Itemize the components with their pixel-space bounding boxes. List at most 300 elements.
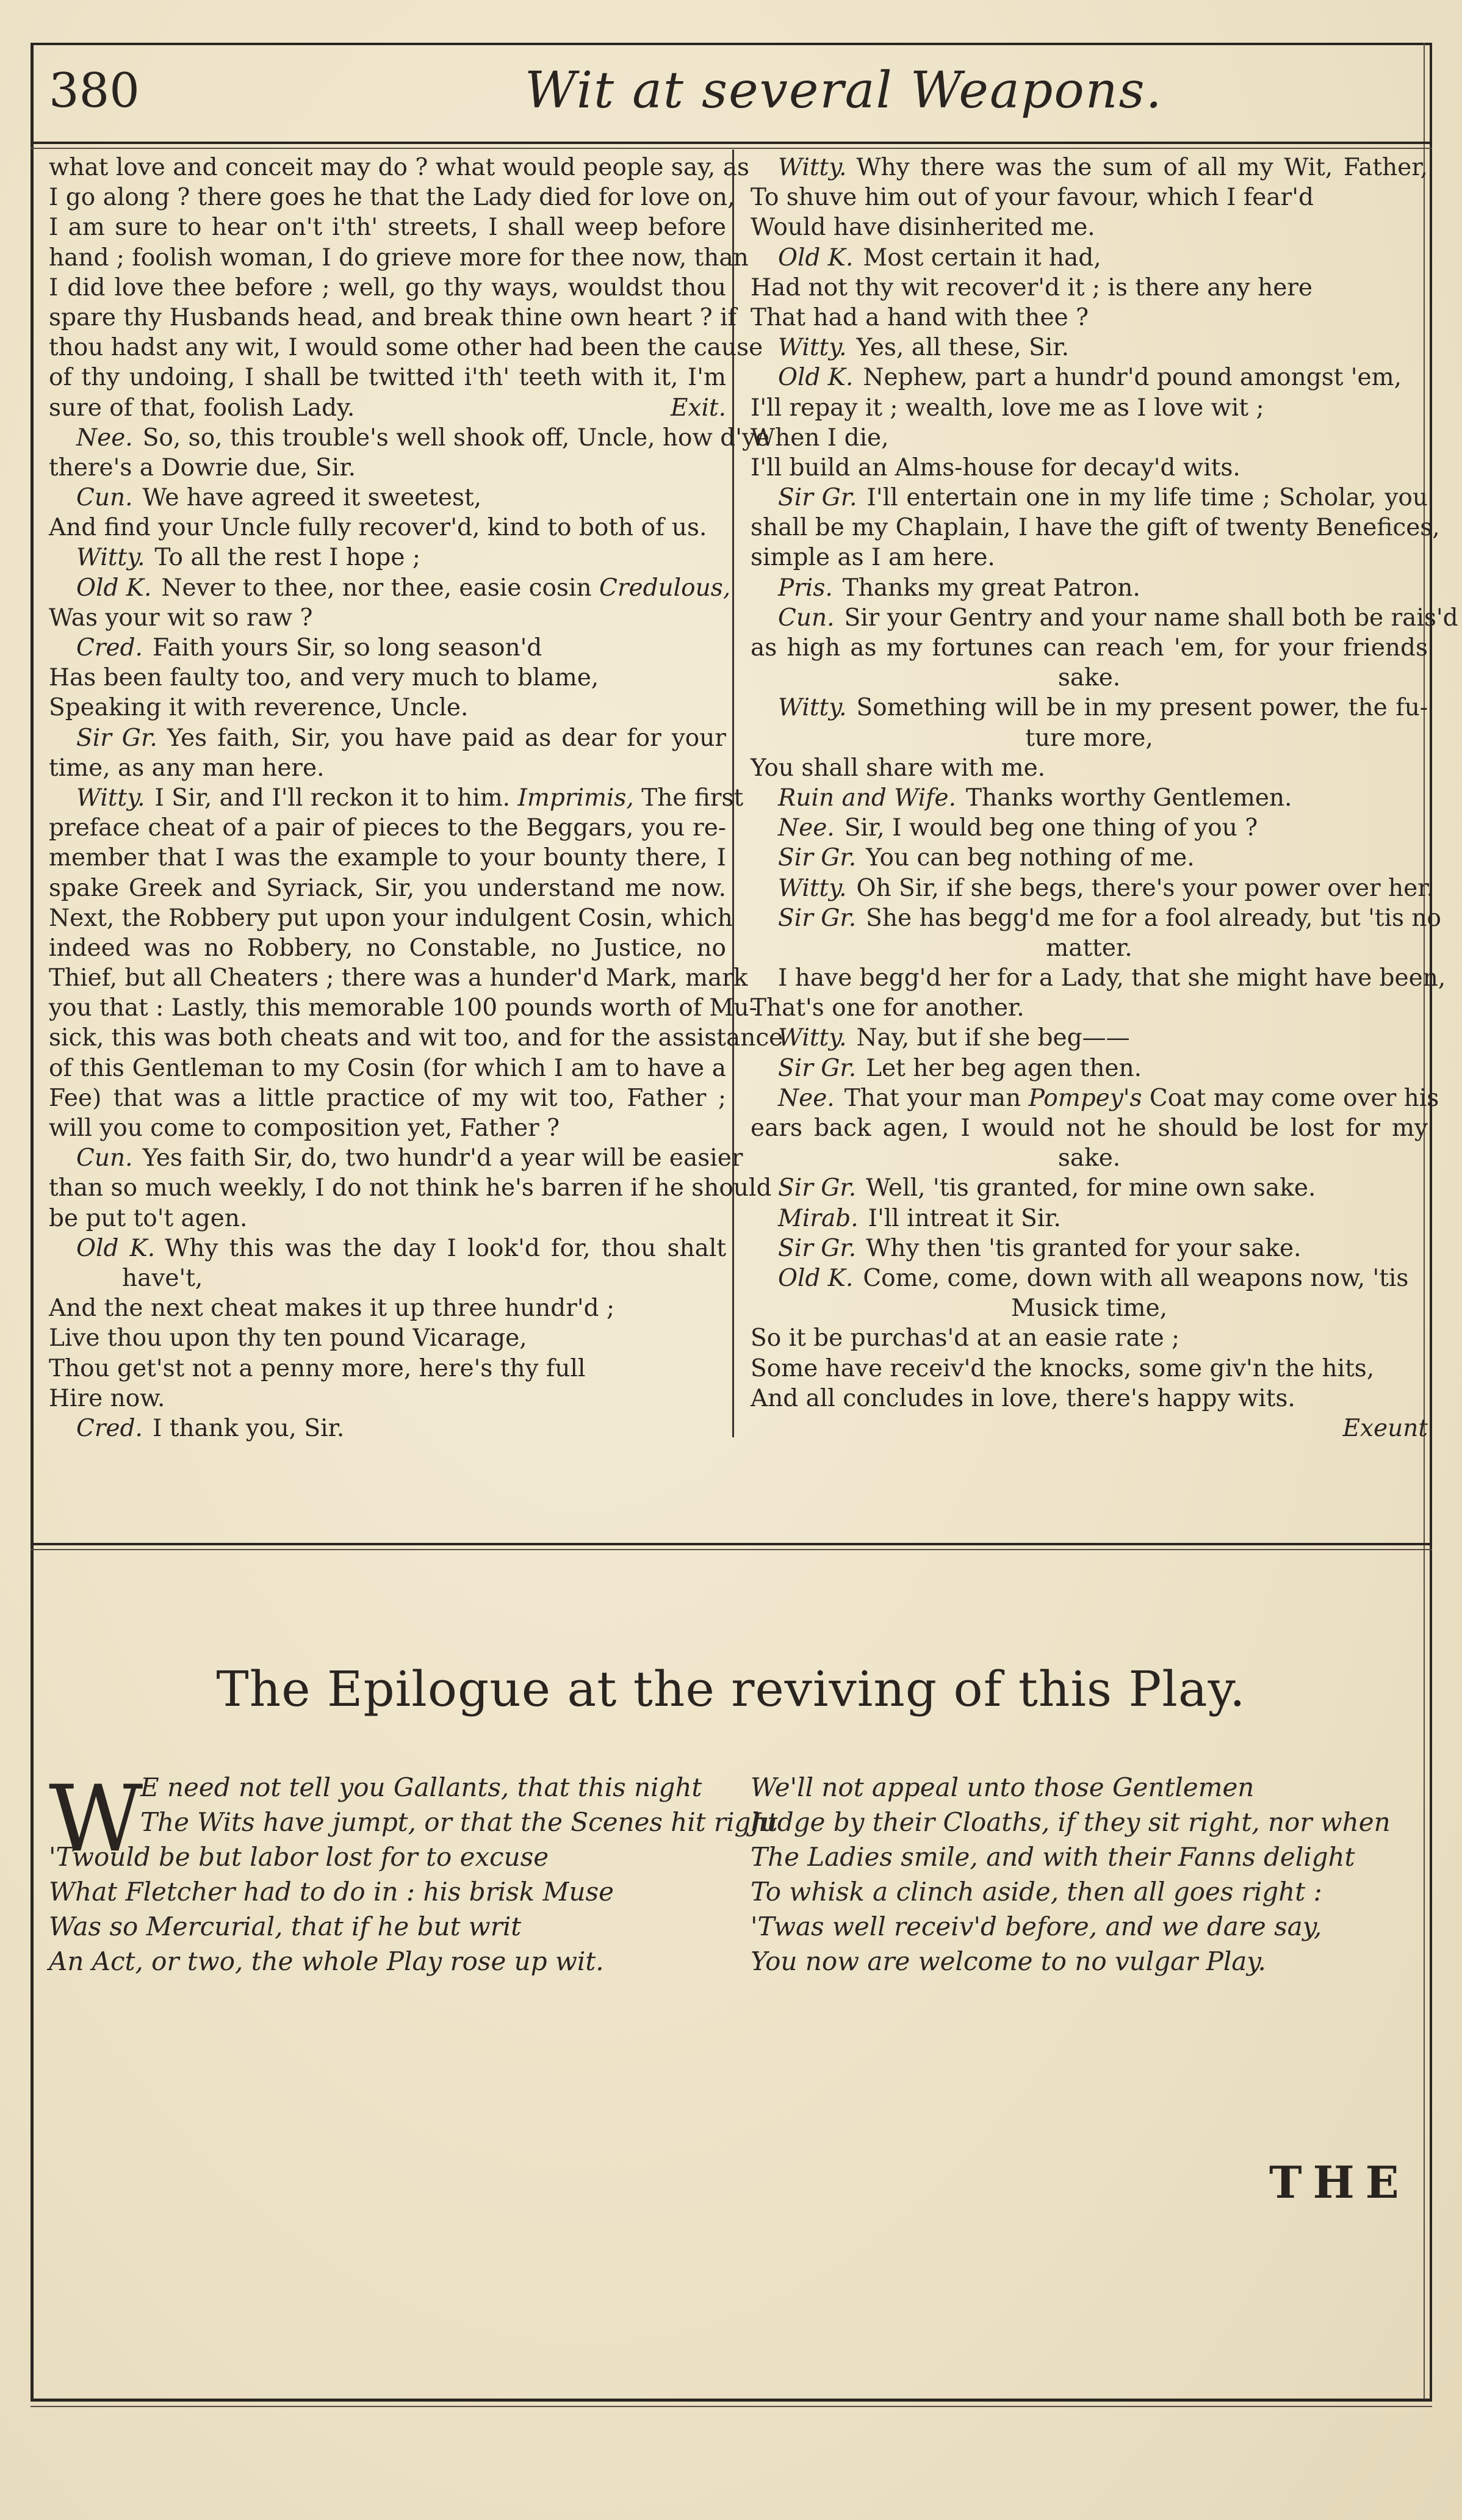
text-line	[751, 1233, 1428, 1263]
text-line	[751, 1143, 1428, 1173]
line-text: sake.	[1057, 1144, 1121, 1172]
text-line	[49, 573, 731, 603]
speaker-name: Witty.	[778, 1024, 847, 1052]
speaker-name: Old K.	[76, 1234, 156, 1262]
epilogue-line: Judge by their Cloaths, if they sit right, nor when	[751, 1807, 1391, 1837]
text-line	[751, 303, 1428, 333]
line-content	[778, 1265, 1408, 1292]
text-line	[751, 513, 1440, 543]
text-line	[49, 933, 726, 963]
speaker-name: Old K.	[76, 574, 152, 602]
header-rule-thin	[31, 148, 1432, 149]
line-content	[778, 334, 1069, 361]
line-text: sake.	[1057, 664, 1121, 692]
speaker-name: Sir Gr.	[778, 1174, 857, 1202]
line-content	[49, 1055, 726, 1082]
line-content	[778, 244, 1101, 272]
line-content	[49, 244, 749, 272]
text-line	[751, 273, 1428, 303]
text-line	[751, 1384, 1428, 1413]
line-content	[49, 664, 599, 691]
running-title: Wit at several Weapons.	[525, 62, 1163, 120]
text-line	[49, 423, 770, 453]
line-content	[49, 1324, 527, 1352]
line-content	[49, 1174, 771, 1202]
line-text: Was your wit so raw ?	[49, 604, 313, 632]
text-line	[49, 963, 748, 993]
page-number: 380	[49, 63, 140, 118]
line-content	[76, 784, 743, 812]
text-line	[49, 603, 726, 633]
text-line	[49, 1204, 726, 1233]
line-text: Sir your Gentry and your name shall both be rais'd	[844, 604, 1458, 632]
bottom-rule	[31, 2399, 1432, 2402]
speaker-name: Nee.	[778, 1084, 835, 1112]
epilogue-drop-cap: W	[49, 1766, 143, 1872]
speaker-name: Sir Gr.	[76, 724, 157, 752]
line-text: That had a hand with thee ?	[751, 303, 1089, 331]
line-text: Yes, all these, Sir.	[856, 334, 1070, 362]
line-content	[778, 1235, 1302, 1262]
line-content	[49, 1114, 560, 1142]
line-text: Hire now.	[49, 1384, 165, 1412]
line-text: simple as I am here.	[751, 544, 995, 572]
header-rule	[31, 142, 1432, 144]
text-line	[751, 1023, 1428, 1053]
text-line	[751, 423, 1428, 453]
text-line	[751, 333, 1428, 363]
line-text: Fee) that was a little practice of my wit too, Father ;	[49, 1084, 726, 1112]
line-text: When I die,	[751, 424, 889, 452]
epilogue-line: You now are welcome to no vulgar Play.	[751, 1946, 1266, 1976]
text-line	[49, 243, 749, 273]
epilogue-left-column	[49, 1766, 778, 1979]
line-content	[778, 844, 1195, 872]
epilogue-line: 'Twould be but labor lost for to excuse	[49, 1842, 549, 1872]
text-line	[751, 933, 1428, 963]
line-text: ture more,	[1025, 724, 1153, 752]
line-content	[751, 304, 1089, 331]
line-content	[1343, 1415, 1428, 1442]
epilogue-heading: The Epilogue at the reviving of this Play.	[216, 1661, 1246, 1717]
line-content	[778, 1055, 1142, 1082]
line-content	[1025, 724, 1153, 752]
line-text: Live thou upon thy ten pound Vicarage,	[49, 1324, 527, 1352]
text-line	[751, 363, 1428, 392]
line-content	[49, 694, 468, 721]
line-content	[778, 784, 1292, 812]
line-content	[1046, 934, 1132, 962]
line-text: To shuve him out of your favour, which I fear'd	[751, 184, 1314, 212]
text-line	[49, 212, 726, 242]
line-text: Some have receiv'd the knocks, some giv'n the hits,	[751, 1354, 1375, 1382]
line-text: Oh Sir, if she begs, there's your power over her.	[856, 874, 1434, 902]
line-text: Has been faulty too, and very much to blame,	[49, 664, 599, 692]
text-line	[49, 182, 735, 212]
line-content	[49, 334, 763, 361]
frame-right-rule	[1430, 43, 1432, 2399]
speaker-name: Sir Gr.	[778, 904, 857, 932]
line-content	[778, 1205, 1061, 1232]
text-line	[49, 483, 726, 513]
line-text: You can beg nothing of me.	[866, 844, 1195, 872]
speaker-name: Sir Gr.	[778, 844, 857, 872]
speaker-name: Pris.	[778, 574, 833, 602]
line-text: matter.	[1046, 934, 1133, 962]
line-text: Nephew, part a hundr'd pound amongst 'em,	[863, 364, 1402, 392]
text-line	[751, 783, 1428, 813]
line-text: Thanks my great Patron.	[842, 574, 1140, 602]
speaker-name: Witty.	[778, 154, 847, 181]
line-content	[76, 544, 420, 571]
speaker-name: Cun.	[76, 484, 133, 512]
epilogue-right-column	[751, 1770, 1434, 1979]
text-line	[751, 963, 1446, 993]
line-content	[76, 424, 769, 452]
text-line	[49, 1263, 726, 1293]
speaker-name: Sir Gr.	[778, 1234, 857, 1262]
text-line	[49, 1323, 726, 1353]
line-text: And the next cheat makes it up three hundr'd ;	[49, 1294, 615, 1323]
speaker-name: Witty.	[778, 694, 847, 722]
text-line	[49, 993, 757, 1023]
line-content	[76, 484, 481, 511]
line-text: I thank you, Sir.	[152, 1414, 345, 1442]
line-text: ears back agen, I would not he should be lost for my	[751, 1114, 1428, 1142]
line-text-continued: Coat may come over his	[1149, 1084, 1439, 1112]
stage-direction: Exit.	[670, 394, 726, 422]
line-text: Most certain it had,	[863, 244, 1101, 272]
line-content	[778, 904, 1441, 932]
line-content	[778, 604, 1458, 632]
line-text: Yes faith Sir, do, two hundr'd a year will be easier	[142, 1144, 743, 1172]
italic-word: Pompey's	[1028, 1084, 1142, 1112]
text-line	[751, 573, 1428, 603]
line-content	[778, 154, 1428, 181]
text-line	[49, 1413, 726, 1443]
line-content	[778, 1085, 1439, 1112]
text-line	[49, 513, 726, 543]
line-text: I'll intreat it Sir.	[868, 1204, 1061, 1232]
text-line	[49, 1354, 726, 1384]
line-content	[751, 1385, 1295, 1412]
line-content	[751, 634, 1428, 662]
speaker-name: Cun.	[778, 604, 835, 632]
line-content	[751, 1324, 1179, 1352]
text-line	[49, 753, 726, 783]
line-content	[751, 994, 1024, 1022]
line-content	[751, 424, 889, 452]
line-text: indeed was no Robbery, no Constable, no Justice, no	[49, 934, 726, 962]
text-line	[751, 903, 1441, 933]
epilogue-line: The Ladies smile, and with their Fanns delight	[751, 1842, 1355, 1872]
text-line	[751, 603, 1458, 633]
text-line	[49, 1053, 726, 1083]
italic-word: Imprimis,	[517, 784, 634, 812]
line-content	[49, 934, 726, 962]
text-line	[751, 663, 1428, 693]
line-content	[751, 214, 1095, 241]
text-line	[751, 993, 1428, 1023]
text-line	[49, 363, 726, 392]
line-content	[76, 574, 730, 602]
line-text: time, as any man here.	[49, 754, 325, 782]
line-text: what love and conceit may do ? what would people say, as	[49, 154, 749, 181]
line-text: Had not thy wit recover'd it ; is there any here	[751, 273, 1313, 301]
line-content	[751, 394, 1264, 422]
line-text: member that I was the example to your bounty there, I	[49, 844, 726, 872]
line-content	[49, 1294, 614, 1322]
text-line	[49, 393, 726, 423]
line-content	[49, 964, 747, 992]
epilogue-line: 'Twas well receiv'd before, and we dare say,	[751, 1912, 1322, 1941]
text-line	[751, 483, 1428, 513]
line-text: I Sir, and I'll reckon it to him.	[154, 784, 511, 812]
line-text: as high as my fortunes can reach 'em, for your friends	[751, 634, 1428, 662]
line-text: will you come to composition yet, Father ?	[49, 1114, 560, 1142]
line-text: So, so, this trouble's well shook off, Uncle, how d'ye	[142, 424, 770, 452]
text-line	[751, 453, 1428, 483]
text-line	[751, 1113, 1428, 1143]
speaker-name: Sir Gr.	[778, 484, 857, 512]
text-line	[49, 153, 749, 182]
line-text: Why there was the sum of all my Wit, Father,	[856, 154, 1428, 181]
line-text: That your man	[844, 1084, 1021, 1112]
line-text: I am sure to hear on't i'th' streets, I shall weep before	[49, 214, 726, 242]
line-content	[778, 484, 1428, 511]
text-line	[751, 1413, 1428, 1443]
speaker-name: Witty.	[778, 334, 847, 362]
frame-top-rule	[31, 43, 1432, 45]
text-line	[49, 903, 733, 933]
left-column	[49, 153, 783, 1443]
text-line	[49, 1143, 743, 1173]
line-text: you that : Lastly, this memorable 100 pounds worth of Mu-	[49, 994, 757, 1022]
text-line	[49, 273, 726, 303]
line-content	[49, 1085, 726, 1112]
line-content	[49, 304, 736, 331]
speaker-name: Witty.	[778, 874, 847, 902]
line-text: Well, 'tis granted, for mine own sake.	[866, 1174, 1316, 1202]
text-line	[49, 1023, 783, 1053]
text-line	[751, 543, 1428, 572]
line-content	[49, 875, 726, 902]
line-text: sure of that, foolish Lady.	[49, 394, 355, 422]
epilogue-line: Was so Mercurial, that if he but writ	[49, 1912, 522, 1941]
speaker-name: Ruin and Wife.	[778, 784, 956, 812]
line-text: Why this was the day I look'd for, thou shalt	[165, 1234, 726, 1262]
text-line	[751, 243, 1428, 273]
text-line	[751, 813, 1428, 843]
text-line	[49, 333, 763, 363]
speaker-name: Old K.	[778, 244, 854, 272]
line-content	[49, 1385, 165, 1412]
text-line	[49, 813, 726, 843]
line-text: Thief, but all Cheaters ; there was a hunder'd Mark, mark	[49, 964, 748, 992]
line-text: thou hadst any wit, I would some other had been the cause	[49, 334, 763, 362]
line-content	[76, 1144, 743, 1172]
line-content	[49, 844, 726, 872]
line-text: We have agreed it sweetest,	[142, 484, 482, 512]
text-line	[751, 1323, 1428, 1353]
line-content	[49, 454, 356, 482]
line-content	[49, 904, 733, 932]
speaker-name: Cun.	[76, 1144, 133, 1172]
line-text: sick, this was both cheats and wit too, and for the assistance	[49, 1024, 783, 1052]
line-content	[751, 754, 1045, 782]
line-text: of thy undoing, I shall be twitted i'th' teeth with it, I'm	[49, 364, 726, 392]
line-text: And find your Uncle fully recover'd, kind to both of us.	[49, 514, 707, 542]
line-text: there's a Dowrie due, Sir.	[49, 453, 356, 482]
line-text: Thou get'st not a penny more, here's thy full	[49, 1354, 586, 1382]
line-text: Would have disinherited me.	[751, 214, 1095, 242]
line-content	[778, 1174, 1316, 1202]
line-content	[49, 994, 757, 1022]
line-text: Let her beg agen then.	[866, 1054, 1142, 1082]
speaker-name: Mirab.	[778, 1204, 859, 1232]
line-text: You shall share with me.	[751, 754, 1046, 782]
speaker-name: Witty.	[76, 784, 145, 812]
text-line	[751, 1263, 1428, 1293]
epilogue-line: An Act, or two, the whole Play rose up wit.	[49, 1946, 604, 1976]
epilogue-line: What Fletcher had to do in : his brisk Muse	[49, 1877, 614, 1907]
catchword: THE	[1269, 2156, 1410, 2208]
text-line	[751, 693, 1428, 723]
line-text-continued: The first	[641, 784, 744, 812]
line-text: To all the rest I hope ;	[154, 544, 420, 572]
line-text: I have begg'd her for a Lady, that she might have been,	[778, 964, 1446, 992]
text-line	[751, 753, 1428, 783]
epilogue-line: E need not tell you Gallants, that this night	[140, 1772, 702, 1802]
text-line	[49, 1384, 726, 1413]
line-content	[751, 1114, 1428, 1142]
line-text: Yes faith, Sir, you have paid as dear for your	[167, 724, 726, 752]
text-line	[49, 453, 726, 483]
text-line	[751, 1204, 1428, 1233]
line-content	[751, 184, 1314, 211]
text-line	[49, 1173, 772, 1203]
line-content	[76, 1235, 726, 1262]
line-text: Come, come, down with all weapons now, 'tis	[863, 1264, 1409, 1292]
line-content	[1011, 1294, 1167, 1322]
speaker-name: Old K.	[778, 364, 854, 392]
text-line	[751, 153, 1428, 182]
line-text: I go along ? there goes he that the Lady died for love on,	[49, 184, 735, 212]
line-text: And all concludes in love, there's happy wits.	[751, 1384, 1295, 1412]
frame-left-rule	[31, 43, 34, 2399]
line-text: Next, the Robbery put upon your indulgent Cosin, which	[49, 904, 733, 932]
line-text: Speaking it with reverence, Uncle.	[49, 694, 469, 722]
speaker-name: Nee.	[76, 424, 133, 452]
line-content	[751, 544, 995, 571]
line-content	[778, 814, 1258, 842]
line-text: So it be purchas'd at an easie rate ;	[751, 1324, 1180, 1352]
text-line	[751, 1354, 1428, 1384]
text-line	[751, 212, 1428, 242]
line-content	[778, 964, 1446, 992]
line-content	[751, 454, 1241, 482]
text-line	[49, 543, 726, 572]
line-content	[49, 1355, 585, 1382]
text-line	[49, 693, 726, 723]
line-content	[49, 274, 726, 301]
line-content	[49, 154, 749, 181]
line-content	[49, 184, 735, 211]
line-content	[778, 1024, 1130, 1052]
text-line	[751, 1173, 1428, 1203]
line-content	[49, 214, 726, 241]
line-text: of this Gentleman to my Cosin (for which I am to have a	[49, 1054, 726, 1082]
line-content	[49, 364, 726, 391]
italic-word: Credulous,	[599, 574, 731, 602]
line-text: Musick time,	[1010, 1294, 1167, 1323]
speaker-name: Cred.	[76, 1414, 143, 1442]
section-rule	[31, 1543, 1432, 1545]
line-content	[49, 1205, 247, 1232]
line-content	[76, 634, 542, 662]
text-line	[49, 783, 744, 813]
text-line	[751, 633, 1428, 663]
line-content	[778, 875, 1434, 902]
text-line	[49, 663, 726, 693]
line-content	[76, 724, 726, 752]
text-line	[49, 1083, 726, 1113]
epilogue-line: The Wits have jumpt, or that the Scenes hit right	[140, 1807, 778, 1837]
text-line	[751, 723, 1428, 753]
line-text: Faith yours Sir, so long season'd	[152, 634, 542, 662]
line-content	[49, 514, 707, 541]
line-text: Sir, I would beg one thing of you ?	[844, 814, 1258, 842]
epilogue-line: We'll not appeal unto those Gentlemen	[751, 1772, 1255, 1802]
line-text: Something will be in my present power, the fu-	[856, 694, 1428, 722]
line-content	[49, 1024, 783, 1052]
line-text: Why then 'tis granted for your sake.	[866, 1234, 1302, 1262]
text-line	[751, 843, 1428, 873]
epilogue-line: To whisk a clinch aside, then all goes right :	[751, 1877, 1322, 1907]
line-text: shall be my Chaplain, I have the gift of twenty Benefices,	[751, 514, 1440, 542]
section-rule-thin	[31, 1549, 1432, 1550]
text-line	[751, 1053, 1428, 1083]
text-line	[49, 1113, 726, 1143]
line-content	[49, 393, 355, 423]
text-line	[49, 633, 726, 663]
line-content	[49, 604, 312, 632]
line-text: have't,	[122, 1264, 203, 1292]
line-text: Never to thee, nor thee, easie cosin	[161, 574, 592, 602]
line-text: Thanks worthy Gentlemen.	[966, 784, 1292, 812]
speaker-name: Old K.	[778, 1264, 854, 1292]
line-text: I'll repay it ; wealth, love me as I love wit ;	[751, 394, 1264, 422]
speaker-name: Sir Gr.	[778, 1054, 857, 1082]
line-content	[49, 754, 325, 782]
line-content	[778, 574, 1140, 602]
line-content	[49, 814, 726, 842]
line-text: That's one for another.	[751, 994, 1024, 1022]
line-text: Nay, but if she beg——	[856, 1024, 1130, 1052]
line-text: be put to't agen.	[49, 1204, 248, 1232]
line-content	[1058, 1144, 1120, 1172]
line-content	[751, 514, 1440, 541]
line-content	[76, 1415, 344, 1442]
speaker-name: Witty.	[76, 544, 145, 572]
text-line	[751, 873, 1434, 903]
line-text: spare thy Husbands head, and break thine own heart ? if	[49, 303, 736, 331]
text-line	[751, 1083, 1439, 1113]
line-text: hand ; foolish woman, I do grieve more for thee now, than	[49, 244, 749, 272]
line-text: spake Greek and Syriack, Sir, you understand me now.	[49, 874, 726, 902]
line-text: I'll build an Alms-house for decay'd wits.	[751, 453, 1241, 482]
line-text: I'll entertain one in my life time ; Scholar, you	[866, 484, 1428, 512]
